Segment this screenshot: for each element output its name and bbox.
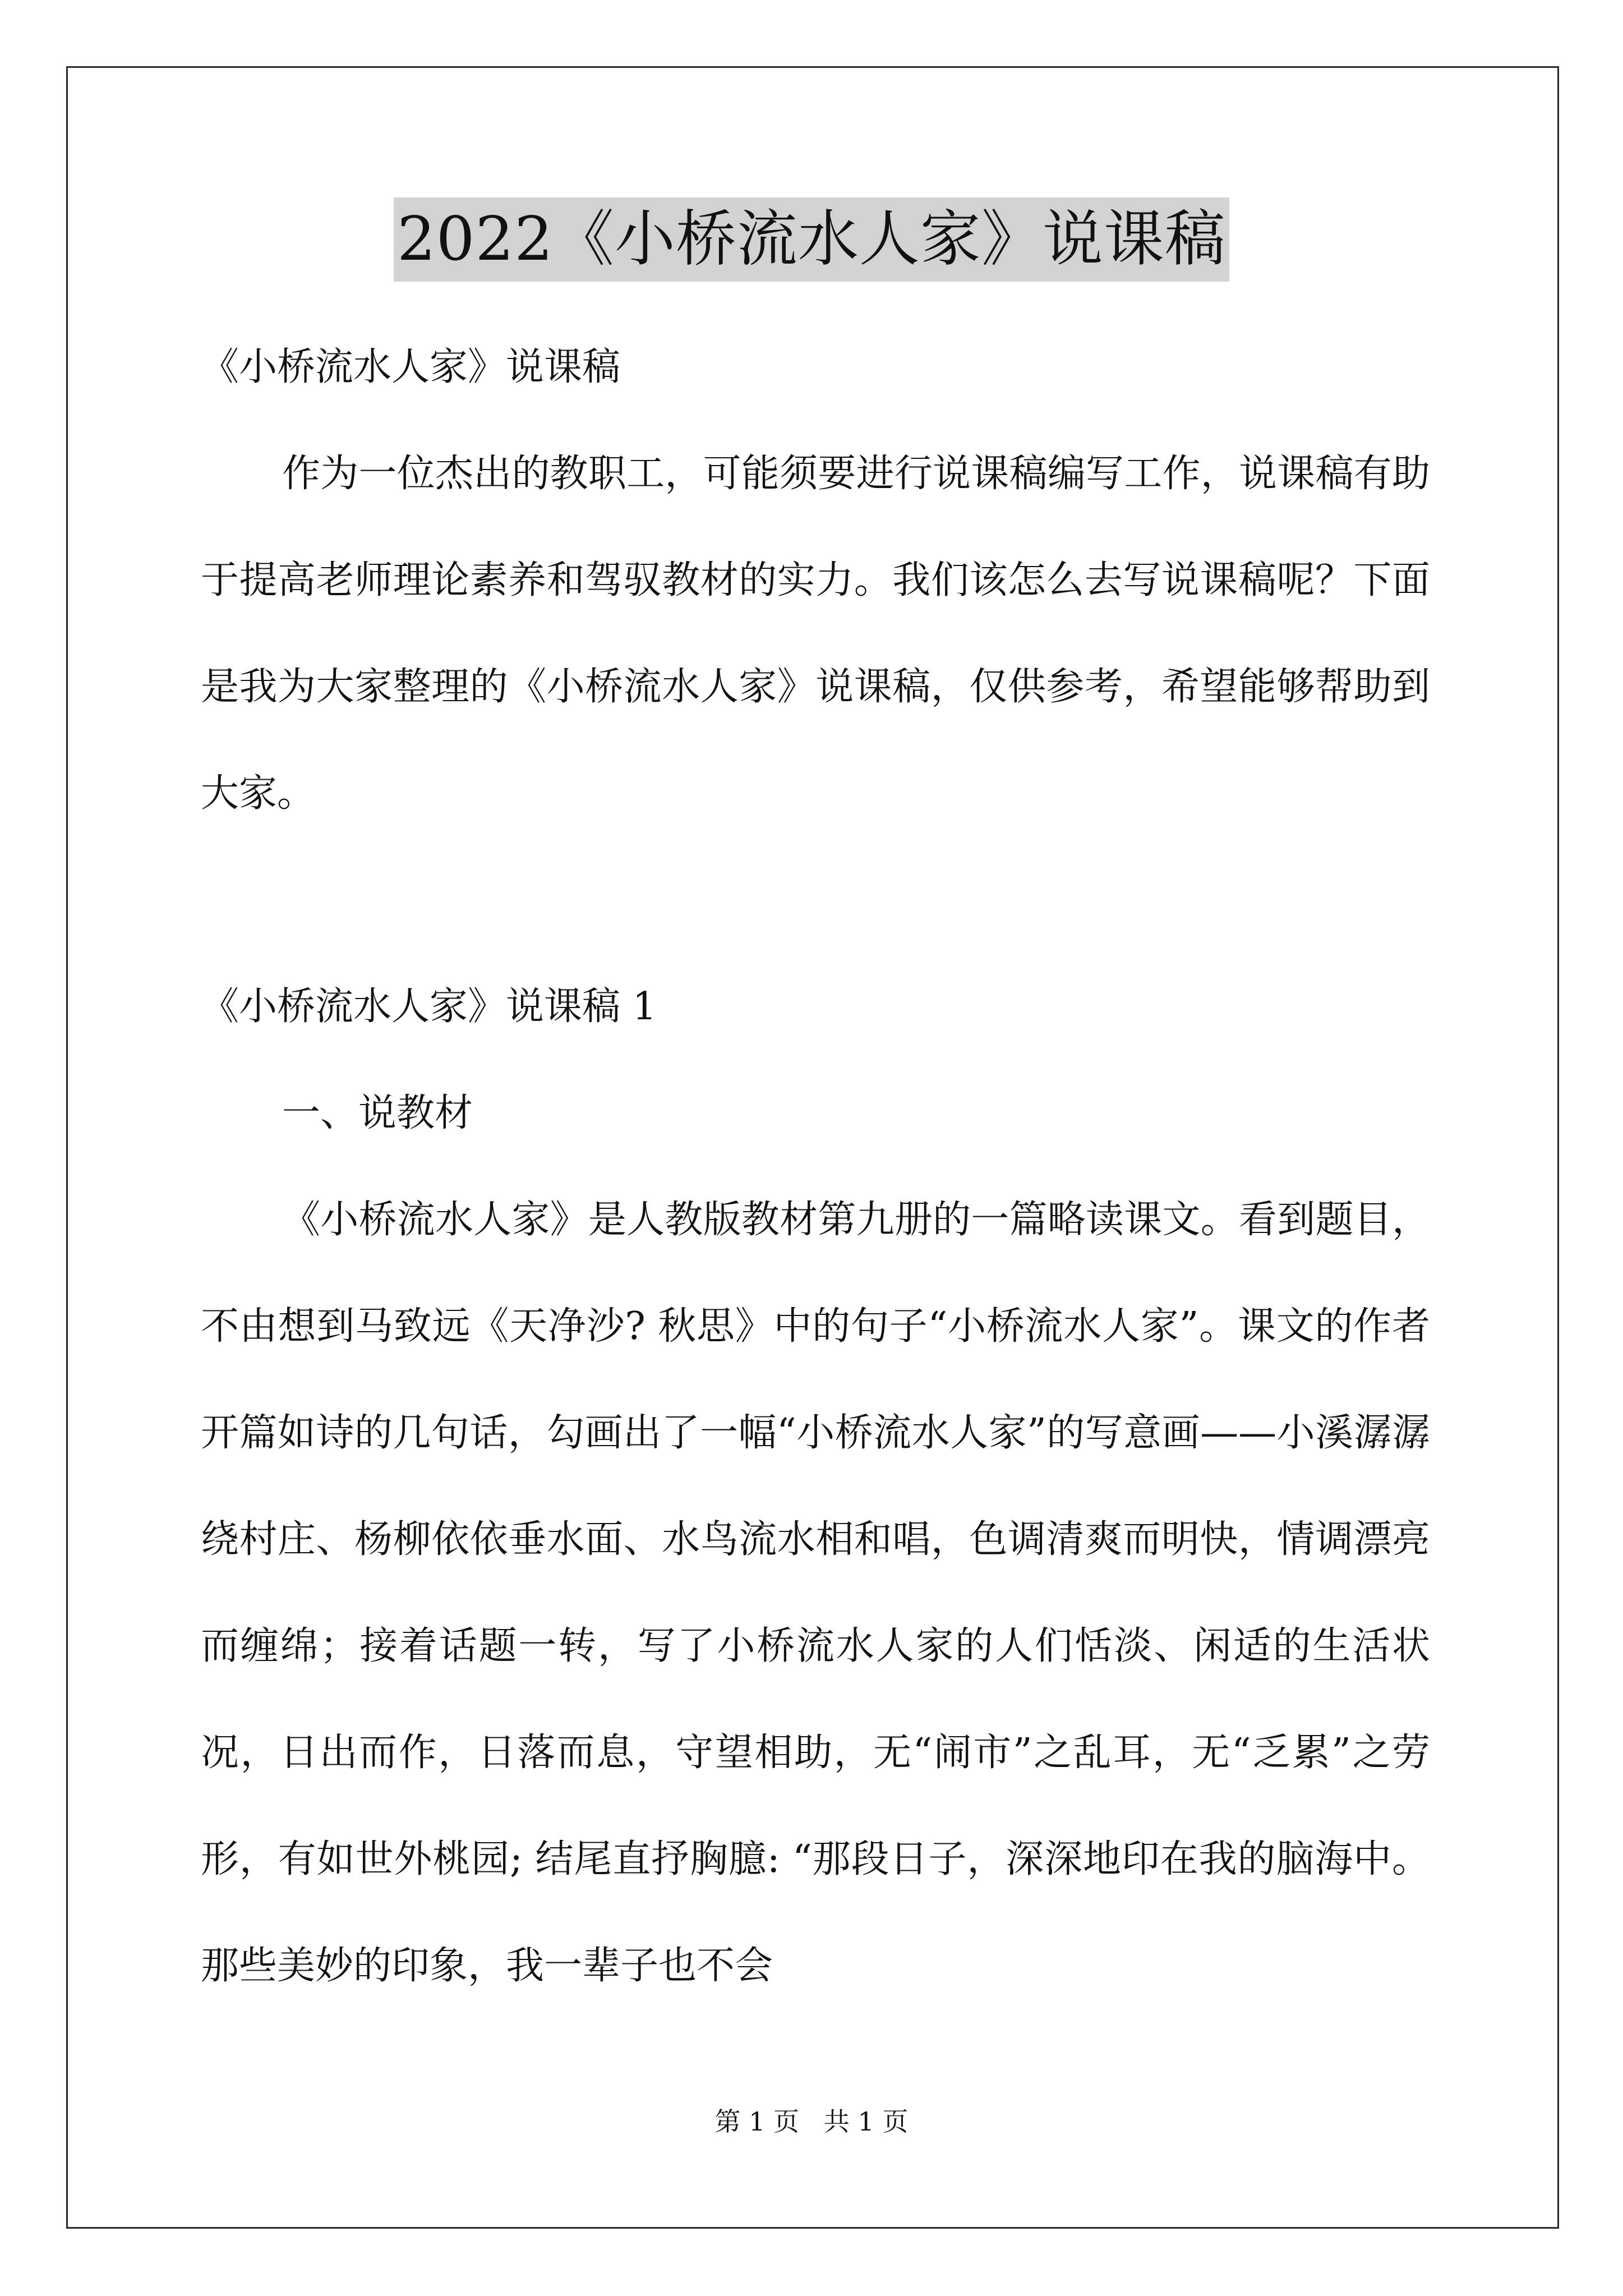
document-body [201, 314, 1430, 2019]
document-subtitle: 《小桥流水人家》说课稿 [201, 345, 621, 389]
page-footer: 第 1 页 共 1 页 [714, 2106, 909, 2137]
paragraph-spacer [201, 847, 1430, 954]
section-heading: 《小桥流水人家》说课稿 1 [201, 984, 657, 1029]
body-paragraph: 《小桥流水人家》是人教版教材第九册的一篇略读课文。看到题目，不由想到马致远《天净沙? 秋思》中的句子“小桥流水人家”。课文的作者开篇如诗的几句话，勾画出了一幅“小桥流水人家”的写意画——小溪潺潺绕村庄、杨柳依依垂水面、水鸟流水相和唱，色调清爽而明快，情调漂亮而缠绵；接着话题一转，写了小桥流水人家的人们恬淡、闲适的生活状况，日出而作，日落而息，守望相助，无“闹市”之乱耳，无“乏累”之劳形，有如世外桃园; 结尾直抒胸臆: “那段日子，深深地印在我的脑海中。那些美妙的印象，我一辈子也不会 [201, 1198, 1430, 1988]
subsection-heading: 一、说教材 [282, 1091, 473, 1135]
title-container [0, 197, 1623, 282]
intro-paragraph: 作为一位杰出的教职工，可能须要进行说课稿编写工作，说课稿有助于提高老师理论素养和驾驭教材的实力。我们该怎么去写说课稿呢？下面是我为大家整理的《小桥流水人家》说课稿，仅供参考，希望能够帮助到大家。 [201, 452, 1430, 816]
document-title: 2022《小桥流水人家》说课稿 [394, 197, 1229, 282]
